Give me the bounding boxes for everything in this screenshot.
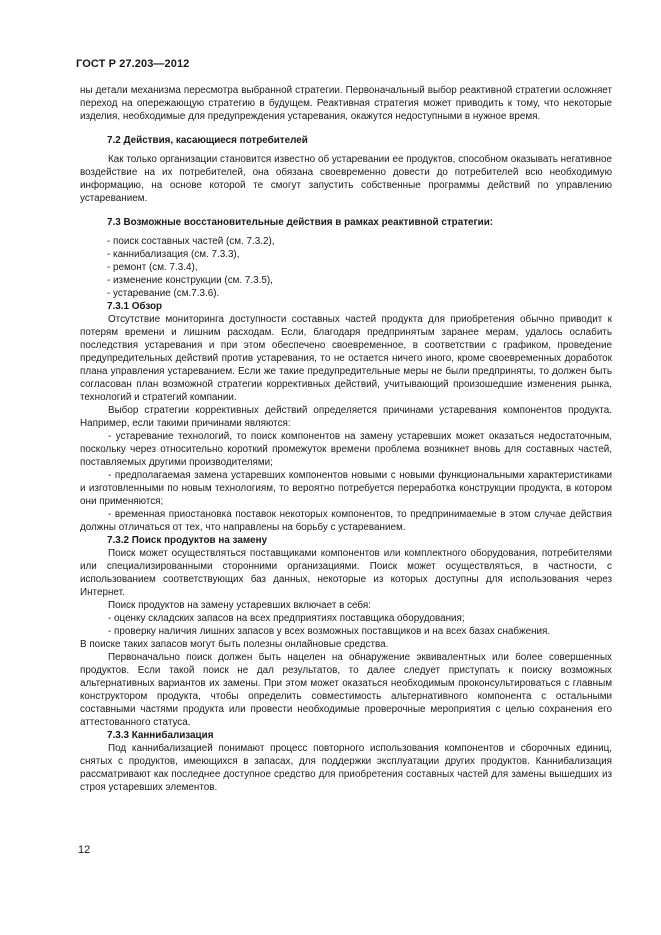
- paragraph-7-3-2-f: Первоначально поиск должен быть нацелен на обнаружение эквивалентных или более совершенных продуктов. Если такой поиск не дал результатов, то далее следует приступать к поиску возможных альтернативных вариантов их замены. При этом может оказаться необходимым проконсультироваться с главным конструктором продукта, чтобы определить совместимость альтернативного компонента с остальными составными частями продукта или провести необходимые проверочные мероприятия с целью сохранения его аттестованного статуса.: [80, 652, 612, 728]
- paragraph-7-3-1-a: Отсутствие мониторинга доступности составных частей продукта для приобретения обычно приводит к потерям времени и лишним расходам. Если, благодаря предпринятым заранее мерам, удалось ослабить последствия устаревания и при этом обеспечено своевременное, в соответствии с графиком, проведение предупредительных действий против устаревания, то не остается ничего иного, кроме своевременных доработок плана управления устареванием. Если же такие предупредительные меры не были предприняты, то должен быть согласован план возможной стратегии коррективных действий, учитывающий произошедшие изменения рынка, технологий и стратегий компании.: [80, 314, 612, 403]
- list-item: - ремонт (см. 7.3.4),: [107, 262, 198, 273]
- paragraph-7-3-1-c: - устаревание технологий, то поиск компонентов на замену устаревших может оказаться недостаточным, поскольку через относительно короткий промежуток времени проблема возникнет вновь для составных частей, поставляемых другими производителями;: [80, 431, 612, 468]
- page-number: 12: [78, 844, 91, 856]
- section-heading-7-2: 7.2 Действия, касающиеся потребителей: [107, 135, 308, 146]
- list-item: - изменение конструкции (см. 7.3.5),: [107, 275, 273, 286]
- section-heading-7-3: 7.3 Возможные восстановительные действия в рамках реактивной стратегии:: [107, 217, 494, 228]
- document-body: [80, 84, 612, 794]
- paragraph-intro: ны детали механизма пересмотра выбранной стратегии. Первоначальный выбор реактивной стратегии осложняет переход на опережающую стратегию в будущем. Реактивная стратегия может приводить к тому, что некоторые изделия, необходимые для предупреждения устаревания, окажутся недоступными в нужное время.: [80, 85, 612, 122]
- paragraph-7-2: Как только организации становится известно об устаревании ее продуктов, способном оказывать негативное воздействие на их потребителей, она обязана своевременно довести до потребителей всю необходимую информацию, на основе которой те смогут запустить собственные программы действий по управлению устареванием.: [80, 154, 612, 204]
- list-item: - устаревание (см.7.3.6).: [107, 288, 220, 299]
- paragraph-7-3-2-d: - проверку наличия лишних запасов у всех возможных поставщиков и на всех базах снабжения.: [108, 626, 551, 637]
- paragraph-7-3-1-d: - предполагаемая замена устаревших компонентов новыми с новыми функциональными характеристиками и изготовленными по новым технологиям, то вероятно потребуется переработка конструкции продукта, в котором они применяются;: [80, 470, 612, 507]
- paragraph-7-3-1-b: Выбор стратегии коррективных действий определяется причинами устаревания компонентов продукта. Например, если такими причинами являются:: [80, 405, 612, 429]
- paragraph-7-3-2-c: - оценку складских запасов на всех предприятиях поставщика оборудования;: [108, 613, 465, 624]
- list-item: - каннибализация (см. 7.3.3),: [107, 249, 240, 260]
- subsection-heading-7-3-2: 7.3.2 Поиск продуктов на замену: [107, 535, 268, 546]
- paragraph-7-3-1-e: - временная приостановка поставок некоторых компонентов, то предпринимаемые в этом случае действия должны отличаться от тех, что направлены на борьбу с устареванием.: [80, 509, 612, 533]
- paragraph-7-3-3: Под каннибализацией понимают процесс повторного использования компонентов и сборочных единиц, снятых с продуктов, имеющихся в запасах, для поддержки эксплуатации других продуктов. Каннибализация рассматривают как последнее доступное средство для приобретения составных частей для замены вышедших из строя устаревших элементов.: [80, 743, 612, 793]
- paragraph-7-3-2-b: Поиск продуктов на замену устаревших включает в себя:: [108, 600, 371, 611]
- subsection-heading-7-3-3: 7.3.3 Каннибализация: [107, 730, 214, 741]
- list-7-3: [80, 235, 612, 300]
- paragraph-7-3-2-a: Поиск может осуществляться поставщиками компонентов или комплектного оборудования, потребителями или специализированными сторонними организациями. Поиск может осуществляться, в частности, с использованием соответствующих баз данных, некоторые из которых доступны для использования через Интернет.: [80, 548, 612, 598]
- list-item: - поиск составных частей (см. 7.3.2),: [107, 236, 275, 247]
- paragraph-7-3-2-e: В поиске таких запасов могут быть полезны онлайновые средства.: [80, 639, 389, 650]
- document-header: ГОСТ Р 27.203—2012: [76, 58, 190, 70]
- subsection-heading-7-3-1: 7.3.1 Обзор: [107, 301, 163, 312]
